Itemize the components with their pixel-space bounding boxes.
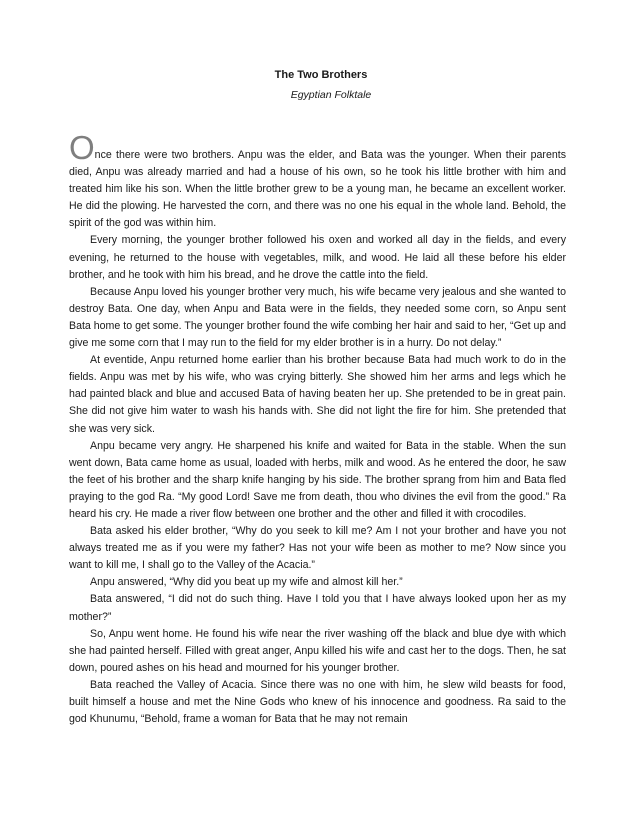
- paragraph-4: At eventide, Anpu returned home earlier than his brother because Bata had much work to do in the fields. Anpu was met by his wife, who was crying bitterly. She showed him her arms and legs which he had painted black and blue and accused Bata of having beaten her up. She pretended to be in great pain. She did not give him water to wash his hands with. She did not light the fire for him. She pretended that she was very sick.: [69, 354, 566, 435]
- document-title: The Two Brothers: [274, 69, 368, 81]
- paragraph-2: Every morning, the younger brother followed his oxen and worked all day in the fields, and every evening, he returned to the house with vegetables, milk, and wood. He laid all these before his elder brother, and he took with him his bread, and he drove the cattle into the field.: [69, 234, 566, 281]
- paragraph-9: So, Anpu went home. He found his wife near the river washing off the black and blue dye with which she had painted herself. Filled with great anger, Anpu killed his wife and cast her to the dogs. Then, he sat down, poured ashes on his head and mourned for his younger brother.: [69, 627, 566, 674]
- paragraph-7: Anpu answered, “Why did you beat up my wife and almost kill her.”: [90, 576, 403, 589]
- paragraph-8: Bata answered, “I did not do such thing. Have I told you that I have always looked upon her as my mother?”: [69, 593, 566, 623]
- document-subtitle: Egyptian Folktale: [290, 89, 372, 101]
- paragraph-1-text: nce there were two brothers. Anpu was the elder, and Bata was the younger. When their parents died, Anpu was already married and had a house of his own, so he took his little brother with him and treated him like his son. When the little brother grew to be a young man, he became an excellent worker. He did the plowing. He harvested the corn, and there was no one his equal in the whole land. Behold, the spirit of the god was within him.: [69, 149, 566, 230]
- drop-cap: O: [69, 129, 95, 166]
- paragraph-3: Because Anpu loved his younger brother very much, his wife became very jealous and she wanted to destroy Bata. One day, when Anpu and Bata were in the fields, they needed some corn, so Anpu sent Bata home to get some. The younger brother found the wife combing her hair and said to her, “Get up and give me some corn that I may run to the field for my elder brother is in a hurry. Do not delay.”: [69, 285, 566, 350]
- paragraph-1: [69, 129, 566, 232]
- paragraph-10: Bata reached the Valley of Acacia. Since there was no one with him, he slew wild beasts for food, built himself a house and met the Nine Gods who knew of his innocence and goodness. Ra said to the god Khunumu, “Behold, frame a woman for Bata that he may not remain: [69, 678, 566, 726]
- story-body: [69, 129, 566, 728]
- paragraph-5: Anpu became very angry. He sharpened his knife and waited for Bata in the stable. When the sun went down, Bata came home as usual, loaded with herbs, milk and wood. As he entered the door, he saw the feet of his brother and the sharp knife hanging by his side. The brother sprang from him and Bata fled praying to the god Ra. “My good Lord! Save me from death, thou who divines the evil from the good.” Ra heard his cry. He made a river flow between one brother and the other and filled it with crocodiles.: [69, 439, 566, 520]
- paragraph-6: Bata asked his elder brother, “Why do you seek to kill me? Am I not your brother and have you not always treated me as if you were my father? Has not your wife been as mother to me? Now since you want to kill me, I shall go to the Valley of the Acacia.”: [69, 525, 566, 572]
